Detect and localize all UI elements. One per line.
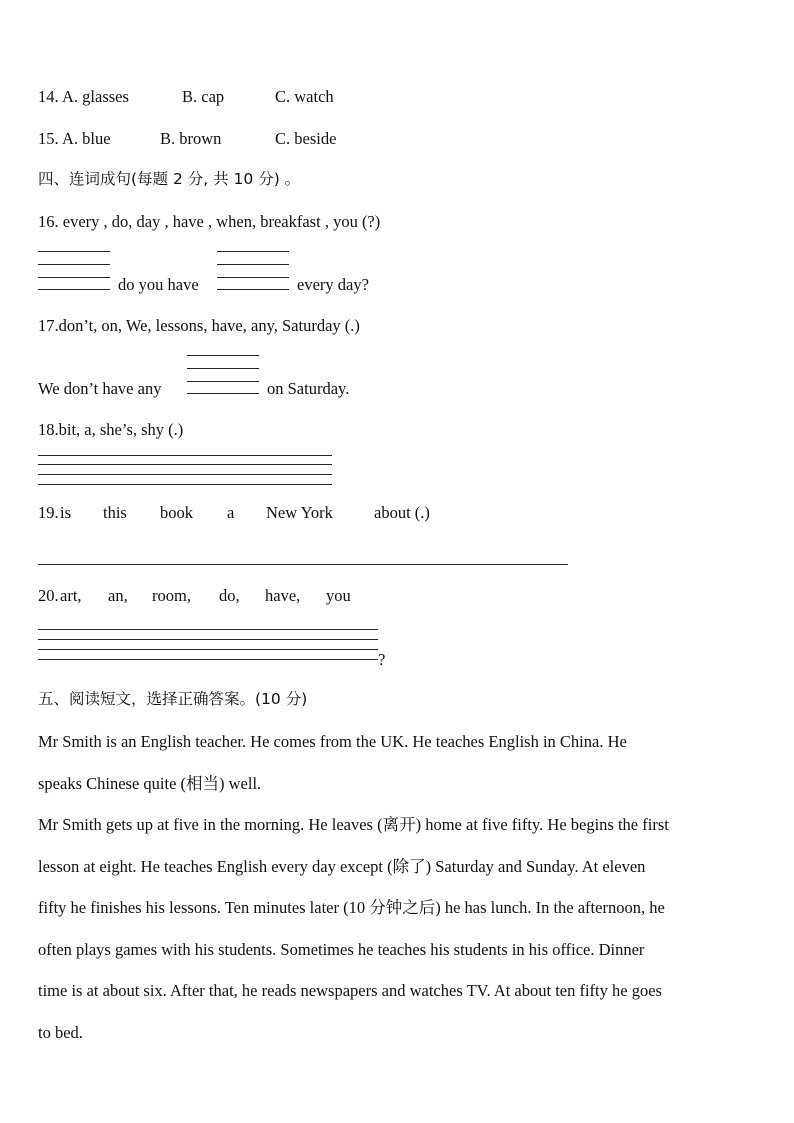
word: about (.) xyxy=(374,503,430,522)
word: have, xyxy=(265,586,301,605)
passage-line: fifty he finishes his lessons. Ten minutes later (10 分钟之后) he has lunch. In the afternoon, he xyxy=(38,898,665,917)
question-16-prompt: 16. every , do, day , have , when, breakfast , you (?) xyxy=(38,212,381,231)
sentence-fragment: every day? xyxy=(297,275,369,294)
answer-blank-stack[interactable] xyxy=(38,629,378,661)
passage-line: Mr Smith gets up at five in the morning. He leaves (离开) home at five fifty. He begins the first xyxy=(38,815,669,834)
word: do, xyxy=(219,586,240,605)
question-18-prompt: 18.bit, a, she’s, shy (.) xyxy=(38,420,184,439)
word: room, xyxy=(152,586,191,605)
answer-blank-stack[interactable] xyxy=(38,455,332,487)
word: this xyxy=(103,503,127,522)
passage-line: lesson at eight. He teaches English every day except (除了) Saturday and Sunday. At eleven xyxy=(38,857,646,876)
question-mark: ? xyxy=(378,650,386,669)
option-a: A. blue xyxy=(62,129,111,148)
word: book xyxy=(160,503,193,522)
passage-line: Mr Smith is an English teacher. He comes from the UK. He teaches English in China. He xyxy=(38,732,627,751)
question-number: 19. xyxy=(38,503,59,522)
word: art, xyxy=(60,586,82,605)
word: a xyxy=(227,503,235,522)
passage-line: time is at about six. After that, he reads newspapers and watches TV. At about ten fifty he goes xyxy=(38,981,662,1000)
section-5-heading: 五、阅读短文，选择正确答案。(10 分) xyxy=(38,690,308,708)
answer-blank[interactable] xyxy=(38,564,568,565)
word: an, xyxy=(108,586,128,605)
answer-blank-stack[interactable] xyxy=(187,355,259,395)
option-c: C. watch xyxy=(275,87,334,106)
sentence-fragment: do you have xyxy=(118,275,199,294)
answer-blank-stack[interactable] xyxy=(217,251,289,291)
question-number: 14. xyxy=(38,87,59,106)
option-c: C. beside xyxy=(275,129,337,148)
sentence-fragment: on Saturday. xyxy=(267,379,350,398)
answer-blank-stack[interactable] xyxy=(38,251,110,291)
question-17-prompt: 17.don’t, on, We, lessons, have, any, Saturday (.) xyxy=(38,316,360,335)
section-4-heading: 四、连词成句(每题 2 分, 共 10 分) 。 xyxy=(38,170,301,188)
passage-line: to bed. xyxy=(38,1023,83,1042)
word: is xyxy=(60,503,72,522)
option-b: B. cap xyxy=(182,87,225,106)
sentence-fragment: We don’t have any xyxy=(38,379,162,398)
option-a: A. glasses xyxy=(62,87,129,106)
word: you xyxy=(326,586,351,605)
passage-line: speaks Chinese quite (相当) well. xyxy=(38,774,262,793)
passage-line: often plays games with his students. Sometimes he teaches his students in his office. Dinner xyxy=(38,940,645,959)
option-b: B. brown xyxy=(160,129,222,148)
question-number: 15. xyxy=(38,129,59,148)
word: New York xyxy=(266,503,333,522)
question-number: 20. xyxy=(38,586,59,605)
